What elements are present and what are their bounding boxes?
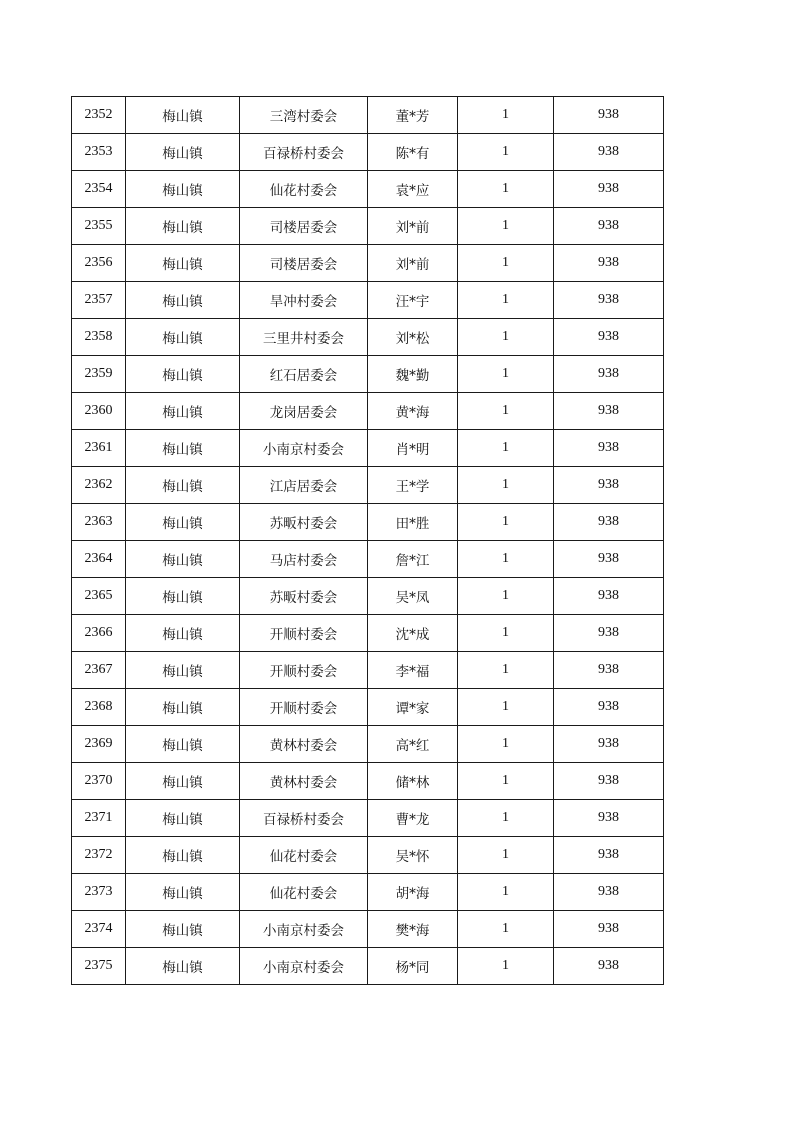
committee-cell: 龙岗居委会 — [240, 393, 368, 430]
table-row — [72, 800, 664, 837]
town-cell: 梅山镇 — [126, 541, 240, 578]
table-row — [72, 467, 664, 504]
name-cell: 肖*明 — [368, 430, 458, 467]
name-cell: 刘*松 — [368, 319, 458, 356]
town-cell: 梅山镇 — [126, 467, 240, 504]
count-cell: 1 — [458, 467, 554, 504]
count-cell: 1 — [458, 726, 554, 763]
count-cell: 1 — [458, 763, 554, 800]
count-cell: 1 — [458, 393, 554, 430]
table-row — [72, 837, 664, 874]
name-cell: 汪*宇 — [368, 282, 458, 319]
count-cell: 1 — [458, 689, 554, 726]
table-row — [72, 911, 664, 948]
table-row — [72, 393, 664, 430]
count-cell: 1 — [458, 171, 554, 208]
committee-cell: 马店村委会 — [240, 541, 368, 578]
amount-cell: 938 — [554, 652, 664, 689]
name-cell: 曹*龙 — [368, 800, 458, 837]
count-cell: 1 — [458, 578, 554, 615]
town-cell: 梅山镇 — [126, 504, 240, 541]
row-number: 2363 — [72, 504, 126, 541]
table-row — [72, 504, 664, 541]
name-cell: 魏*勤 — [368, 356, 458, 393]
count-cell: 1 — [458, 319, 554, 356]
count-cell: 1 — [458, 874, 554, 911]
name-cell: 刘*前 — [368, 208, 458, 245]
committee-cell: 苏畈村委会 — [240, 578, 368, 615]
row-number: 2365 — [72, 578, 126, 615]
table-row — [72, 134, 664, 171]
table-row — [72, 726, 664, 763]
town-cell: 梅山镇 — [126, 948, 240, 985]
amount-cell: 938 — [554, 689, 664, 726]
committee-cell: 仙花村委会 — [240, 171, 368, 208]
name-cell: 谭*家 — [368, 689, 458, 726]
town-cell: 梅山镇 — [126, 208, 240, 245]
amount-cell: 938 — [554, 134, 664, 171]
town-cell: 梅山镇 — [126, 134, 240, 171]
count-cell: 1 — [458, 615, 554, 652]
table-row — [72, 282, 664, 319]
amount-cell: 938 — [554, 837, 664, 874]
count-cell: 1 — [458, 911, 554, 948]
row-number: 2357 — [72, 282, 126, 319]
row-number: 2356 — [72, 245, 126, 282]
committee-cell: 司楼居委会 — [240, 208, 368, 245]
amount-cell: 938 — [554, 504, 664, 541]
row-number: 2362 — [72, 467, 126, 504]
amount-cell: 938 — [554, 615, 664, 652]
committee-cell: 黄林村委会 — [240, 726, 368, 763]
amount-cell: 938 — [554, 208, 664, 245]
committee-cell: 三里井村委会 — [240, 319, 368, 356]
table-row — [72, 948, 664, 985]
name-cell: 吴*凤 — [368, 578, 458, 615]
name-cell: 陈*有 — [368, 134, 458, 171]
committee-cell: 小南京村委会 — [240, 948, 368, 985]
name-cell: 胡*海 — [368, 874, 458, 911]
count-cell: 1 — [458, 504, 554, 541]
committee-cell: 百禄桥村委会 — [240, 800, 368, 837]
committee-cell: 仙花村委会 — [240, 837, 368, 874]
committee-cell: 开顺村委会 — [240, 689, 368, 726]
amount-cell: 938 — [554, 948, 664, 985]
count-cell: 1 — [458, 800, 554, 837]
name-cell: 沈*成 — [368, 615, 458, 652]
committee-cell: 仙花村委会 — [240, 874, 368, 911]
name-cell: 田*胜 — [368, 504, 458, 541]
amount-cell: 938 — [554, 356, 664, 393]
committee-cell: 开顺村委会 — [240, 652, 368, 689]
count-cell: 1 — [458, 948, 554, 985]
committee-cell: 旱冲村委会 — [240, 282, 368, 319]
count-cell: 1 — [458, 245, 554, 282]
row-number: 2366 — [72, 615, 126, 652]
name-cell: 吴*怀 — [368, 837, 458, 874]
table-row — [72, 541, 664, 578]
row-number: 2358 — [72, 319, 126, 356]
town-cell: 梅山镇 — [126, 837, 240, 874]
table-row — [72, 578, 664, 615]
town-cell: 梅山镇 — [126, 652, 240, 689]
town-cell: 梅山镇 — [126, 282, 240, 319]
amount-cell: 938 — [554, 874, 664, 911]
count-cell: 1 — [458, 837, 554, 874]
row-number: 2369 — [72, 726, 126, 763]
row-number: 2373 — [72, 874, 126, 911]
row-number: 2361 — [72, 430, 126, 467]
row-number: 2359 — [72, 356, 126, 393]
row-number: 2368 — [72, 689, 126, 726]
table-row — [72, 430, 664, 467]
town-cell: 梅山镇 — [126, 615, 240, 652]
amount-cell: 938 — [554, 282, 664, 319]
town-cell: 梅山镇 — [126, 763, 240, 800]
committee-cell: 江店居委会 — [240, 467, 368, 504]
town-cell: 梅山镇 — [126, 430, 240, 467]
name-cell: 高*红 — [368, 726, 458, 763]
row-number: 2364 — [72, 541, 126, 578]
row-number: 2360 — [72, 393, 126, 430]
amount-cell: 938 — [554, 541, 664, 578]
table-row — [72, 689, 664, 726]
amount-cell: 938 — [554, 319, 664, 356]
name-cell: 杨*同 — [368, 948, 458, 985]
row-number: 2371 — [72, 800, 126, 837]
table-row — [72, 615, 664, 652]
table-row — [72, 319, 664, 356]
name-cell: 黄*海 — [368, 393, 458, 430]
row-number: 2355 — [72, 208, 126, 245]
amount-cell: 938 — [554, 800, 664, 837]
name-cell: 王*学 — [368, 467, 458, 504]
committee-cell: 百禄桥村委会 — [240, 134, 368, 171]
row-number: 2372 — [72, 837, 126, 874]
committee-cell: 开顺村委会 — [240, 615, 368, 652]
table-row — [72, 245, 664, 282]
row-number: 2367 — [72, 652, 126, 689]
town-cell: 梅山镇 — [126, 171, 240, 208]
amount-cell: 938 — [554, 171, 664, 208]
amount-cell: 938 — [554, 578, 664, 615]
committee-cell: 三湾村委会 — [240, 97, 368, 134]
town-cell: 梅山镇 — [126, 578, 240, 615]
table-row — [72, 356, 664, 393]
town-cell: 梅山镇 — [126, 356, 240, 393]
table-row — [72, 208, 664, 245]
town-cell: 梅山镇 — [126, 245, 240, 282]
count-cell: 1 — [458, 208, 554, 245]
amount-cell: 938 — [554, 97, 664, 134]
name-cell: 储*林 — [368, 763, 458, 800]
town-cell: 梅山镇 — [126, 393, 240, 430]
count-cell: 1 — [458, 541, 554, 578]
committee-cell: 小南京村委会 — [240, 430, 368, 467]
committee-cell: 苏畈村委会 — [240, 504, 368, 541]
table-row — [72, 874, 664, 911]
town-cell: 梅山镇 — [126, 319, 240, 356]
table-body — [72, 97, 664, 985]
town-cell: 梅山镇 — [126, 726, 240, 763]
amount-cell: 938 — [554, 393, 664, 430]
name-cell: 刘*前 — [368, 245, 458, 282]
committee-cell: 司楼居委会 — [240, 245, 368, 282]
table-row — [72, 97, 664, 134]
name-cell: 詹*江 — [368, 541, 458, 578]
amount-cell: 938 — [554, 467, 664, 504]
row-number: 2370 — [72, 763, 126, 800]
town-cell: 梅山镇 — [126, 800, 240, 837]
row-number: 2354 — [72, 171, 126, 208]
committee-cell: 小南京村委会 — [240, 911, 368, 948]
town-cell: 梅山镇 — [126, 97, 240, 134]
row-number: 2374 — [72, 911, 126, 948]
amount-cell: 938 — [554, 763, 664, 800]
row-number: 2352 — [72, 97, 126, 134]
committee-cell: 红石居委会 — [240, 356, 368, 393]
name-cell: 袁*应 — [368, 171, 458, 208]
town-cell: 梅山镇 — [126, 689, 240, 726]
row-number: 2375 — [72, 948, 126, 985]
name-cell: 董*芳 — [368, 97, 458, 134]
count-cell: 1 — [458, 430, 554, 467]
table-row — [72, 171, 664, 208]
count-cell: 1 — [458, 356, 554, 393]
amount-cell: 938 — [554, 430, 664, 467]
count-cell: 1 — [458, 97, 554, 134]
committee-cell: 黄林村委会 — [240, 763, 368, 800]
name-cell: 李*福 — [368, 652, 458, 689]
amount-cell: 938 — [554, 911, 664, 948]
amount-cell: 938 — [554, 245, 664, 282]
town-cell: 梅山镇 — [126, 874, 240, 911]
table-row — [72, 652, 664, 689]
row-number: 2353 — [72, 134, 126, 171]
data-table — [71, 96, 664, 985]
amount-cell: 938 — [554, 726, 664, 763]
name-cell: 樊*海 — [368, 911, 458, 948]
table-row — [72, 763, 664, 800]
count-cell: 1 — [458, 652, 554, 689]
count-cell: 1 — [458, 134, 554, 171]
town-cell: 梅山镇 — [126, 911, 240, 948]
count-cell: 1 — [458, 282, 554, 319]
